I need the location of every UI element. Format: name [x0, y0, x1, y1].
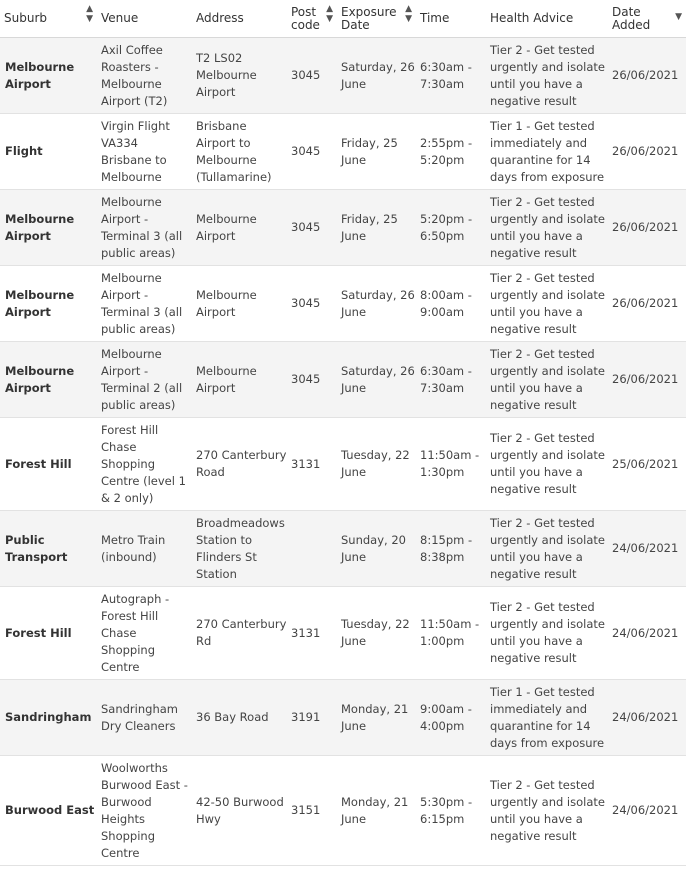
- sort-both-icon[interactable]: ▲ ▼: [405, 4, 412, 24]
- header-venue-label: Venue: [101, 11, 139, 25]
- table-row: [0, 266, 686, 342]
- header-postcode-label: Post code: [291, 4, 320, 32]
- cell-health-advice: Tier 2 - Get tested urgently and isolate until you have a negative result: [486, 342, 608, 418]
- cell-venue: Metro Train (inbound): [97, 511, 192, 587]
- cell-exposure-date: Monday, 21 June: [337, 756, 416, 866]
- cell-time: 5:20pm - 6:50pm: [416, 190, 486, 266]
- cell-date-added: 26/06/2021: [608, 38, 686, 114]
- cell-exposure-date: Saturday, 26 June: [337, 342, 416, 418]
- cell-exposure-date: Tuesday, 22 June: [337, 587, 416, 680]
- cell-health-advice: Tier 2 - Get tested urgently and isolate until you have a negative result: [486, 266, 608, 342]
- cell-address: 270 Canterbury Road: [192, 418, 287, 511]
- cell-suburb: Public Transport: [0, 511, 97, 587]
- cell-exposure-date: Friday, 25 June: [337, 114, 416, 190]
- cell-address: Melbourne Airport: [192, 342, 287, 418]
- table-row: [0, 511, 686, 587]
- header-suburb[interactable]: [0, 0, 97, 38]
- cell-address: Melbourne Airport: [192, 266, 287, 342]
- cell-date-added: 24/06/2021: [608, 511, 686, 587]
- cell-date-added: 24/06/2021: [608, 587, 686, 680]
- header-health-advice[interactable]: [486, 0, 608, 38]
- cell-suburb: Melbourne Airport: [0, 266, 97, 342]
- cell-time: 5:30pm - 6:15pm: [416, 756, 486, 866]
- header-date-added[interactable]: [608, 0, 686, 38]
- cell-time: 9:00am - 4:00pm: [416, 680, 486, 756]
- header-postcode[interactable]: [287, 0, 337, 38]
- cell-address: 42-50 Burwood Hwy: [192, 756, 287, 866]
- cell-health-advice: Tier 2 - Get tested urgently and isolate until you have a negative result: [486, 190, 608, 266]
- sort-descending-icon[interactable]: ▼: [675, 12, 682, 22]
- cell-venue: Axil Coffee Roasters - Melbourne Airport (T2): [97, 38, 192, 114]
- cell-suburb: Flight: [0, 114, 97, 190]
- cell-time: 6:30am - 7:30am: [416, 342, 486, 418]
- cell-health-advice: Tier 2 - Get tested urgently and isolate until you have a negative result: [486, 38, 608, 114]
- cell-exposure-date: Tuesday, 22 June: [337, 418, 416, 511]
- header-health-advice-label: Health Advice: [490, 11, 574, 25]
- cell-postcode: [287, 511, 337, 587]
- header-address-label: Address: [196, 11, 244, 25]
- header-address[interactable]: [192, 0, 287, 38]
- header-exposure-date-label: Exposure Date: [341, 4, 397, 32]
- cell-venue: Melbourne Airport - Terminal 3 (all public areas): [97, 190, 192, 266]
- header-date-added-label: Date Added: [612, 4, 651, 32]
- cell-suburb: Forest Hill: [0, 418, 97, 511]
- cell-postcode: 3191: [287, 680, 337, 756]
- sort-both-icon[interactable]: ▲ ▼: [86, 4, 93, 24]
- cell-address: 36 Bay Road: [192, 680, 287, 756]
- cell-venue: Melbourne Airport - Terminal 2 (all public areas): [97, 342, 192, 418]
- cell-date-added: 26/06/2021: [608, 266, 686, 342]
- header-exposure-date[interactable]: [337, 0, 416, 38]
- cell-exposure-date: Saturday, 26 June: [337, 38, 416, 114]
- cell-exposure-date: Monday, 21 June: [337, 680, 416, 756]
- table-header-row: [0, 0, 686, 38]
- table-row: [0, 680, 686, 756]
- cell-date-added: 26/06/2021: [608, 342, 686, 418]
- cell-date-added: 24/06/2021: [608, 680, 686, 756]
- cell-date-added: 26/06/2021: [608, 114, 686, 190]
- cell-time: 11:50am - 1:30pm: [416, 418, 486, 511]
- cell-address: 270 Canterbury Rd: [192, 587, 287, 680]
- cell-postcode: 3045: [287, 190, 337, 266]
- cell-address: T2 LS02 Melbourne Airport: [192, 38, 287, 114]
- cell-venue: Virgin Flight VA334 Brisbane to Melbourne: [97, 114, 192, 190]
- table-row: [0, 342, 686, 418]
- cell-venue: Forest Hill Chase Shopping Centre (level 1 & 2 only): [97, 418, 192, 511]
- cell-health-advice: Tier 1 - Get tested immediately and quarantine for 14 days from exposure: [486, 680, 608, 756]
- cell-exposure-date: Friday, 25 June: [337, 190, 416, 266]
- cell-health-advice: Tier 2 - Get tested urgently and isolate until you have a negative result: [486, 511, 608, 587]
- table-row: [0, 418, 686, 511]
- sort-both-icon[interactable]: ▲ ▼: [326, 4, 333, 24]
- cell-health-advice: Tier 2 - Get tested urgently and isolate until you have a negative result: [486, 418, 608, 511]
- header-suburb-label: Suburb: [4, 11, 47, 25]
- cell-address: Brisbane Airport to Melbourne (Tullamarine): [192, 114, 287, 190]
- cell-time: 6:30am - 7:30am: [416, 38, 486, 114]
- cell-venue: Autograph - Forest Hill Chase Shopping Centre: [97, 587, 192, 680]
- cell-date-added: 26/06/2021: [608, 190, 686, 266]
- cell-date-added: 24/06/2021: [608, 756, 686, 866]
- table-row: [0, 190, 686, 266]
- table-row: [0, 38, 686, 114]
- header-venue[interactable]: [97, 0, 192, 38]
- cell-address: Melbourne Airport: [192, 190, 287, 266]
- cell-venue: Melbourne Airport - Terminal 3 (all public areas): [97, 266, 192, 342]
- cell-postcode: 3045: [287, 38, 337, 114]
- cell-postcode: 3131: [287, 418, 337, 511]
- cell-time: 11:50am - 1:00pm: [416, 587, 486, 680]
- table-body: [0, 38, 686, 866]
- cell-time: 8:15pm - 8:38pm: [416, 511, 486, 587]
- cell-time: 8:00am - 9:00am: [416, 266, 486, 342]
- table-row: [0, 756, 686, 866]
- table-row: [0, 114, 686, 190]
- cell-exposure-date: Sunday, 20 June: [337, 511, 416, 587]
- cell-postcode: 3045: [287, 342, 337, 418]
- header-time-label: Time: [420, 11, 450, 25]
- cell-suburb: Burwood East: [0, 756, 97, 866]
- cell-address: Broadmeadows Station to Flinders St Station: [192, 511, 287, 587]
- cell-suburb: Forest Hill: [0, 587, 97, 680]
- cell-suburb: Melbourne Airport: [0, 190, 97, 266]
- cell-suburb: Sandringham: [0, 680, 97, 756]
- cell-time: 2:55pm - 5:20pm: [416, 114, 486, 190]
- cell-postcode: 3131: [287, 587, 337, 680]
- cell-venue: Sandringham Dry Cleaners: [97, 680, 192, 756]
- cell-health-advice: Tier 2 - Get tested urgently and isolate until you have a negative result: [486, 587, 608, 680]
- cell-exposure-date: Saturday, 26 June: [337, 266, 416, 342]
- cell-suburb: Melbourne Airport: [0, 342, 97, 418]
- cell-suburb: Melbourne Airport: [0, 38, 97, 114]
- header-time[interactable]: [416, 0, 486, 38]
- table-row: [0, 587, 686, 680]
- cell-health-advice: Tier 2 - Get tested urgently and isolate until you have a negative result: [486, 756, 608, 866]
- cell-health-advice: Tier 1 - Get tested immediately and quarantine for 14 days from exposure: [486, 114, 608, 190]
- cell-venue: Woolworths Burwood East - Burwood Heights Shopping Centre: [97, 756, 192, 866]
- cell-postcode: 3045: [287, 266, 337, 342]
- cell-postcode: 3151: [287, 756, 337, 866]
- cell-date-added: 25/06/2021: [608, 418, 686, 511]
- cell-postcode: 3045: [287, 114, 337, 190]
